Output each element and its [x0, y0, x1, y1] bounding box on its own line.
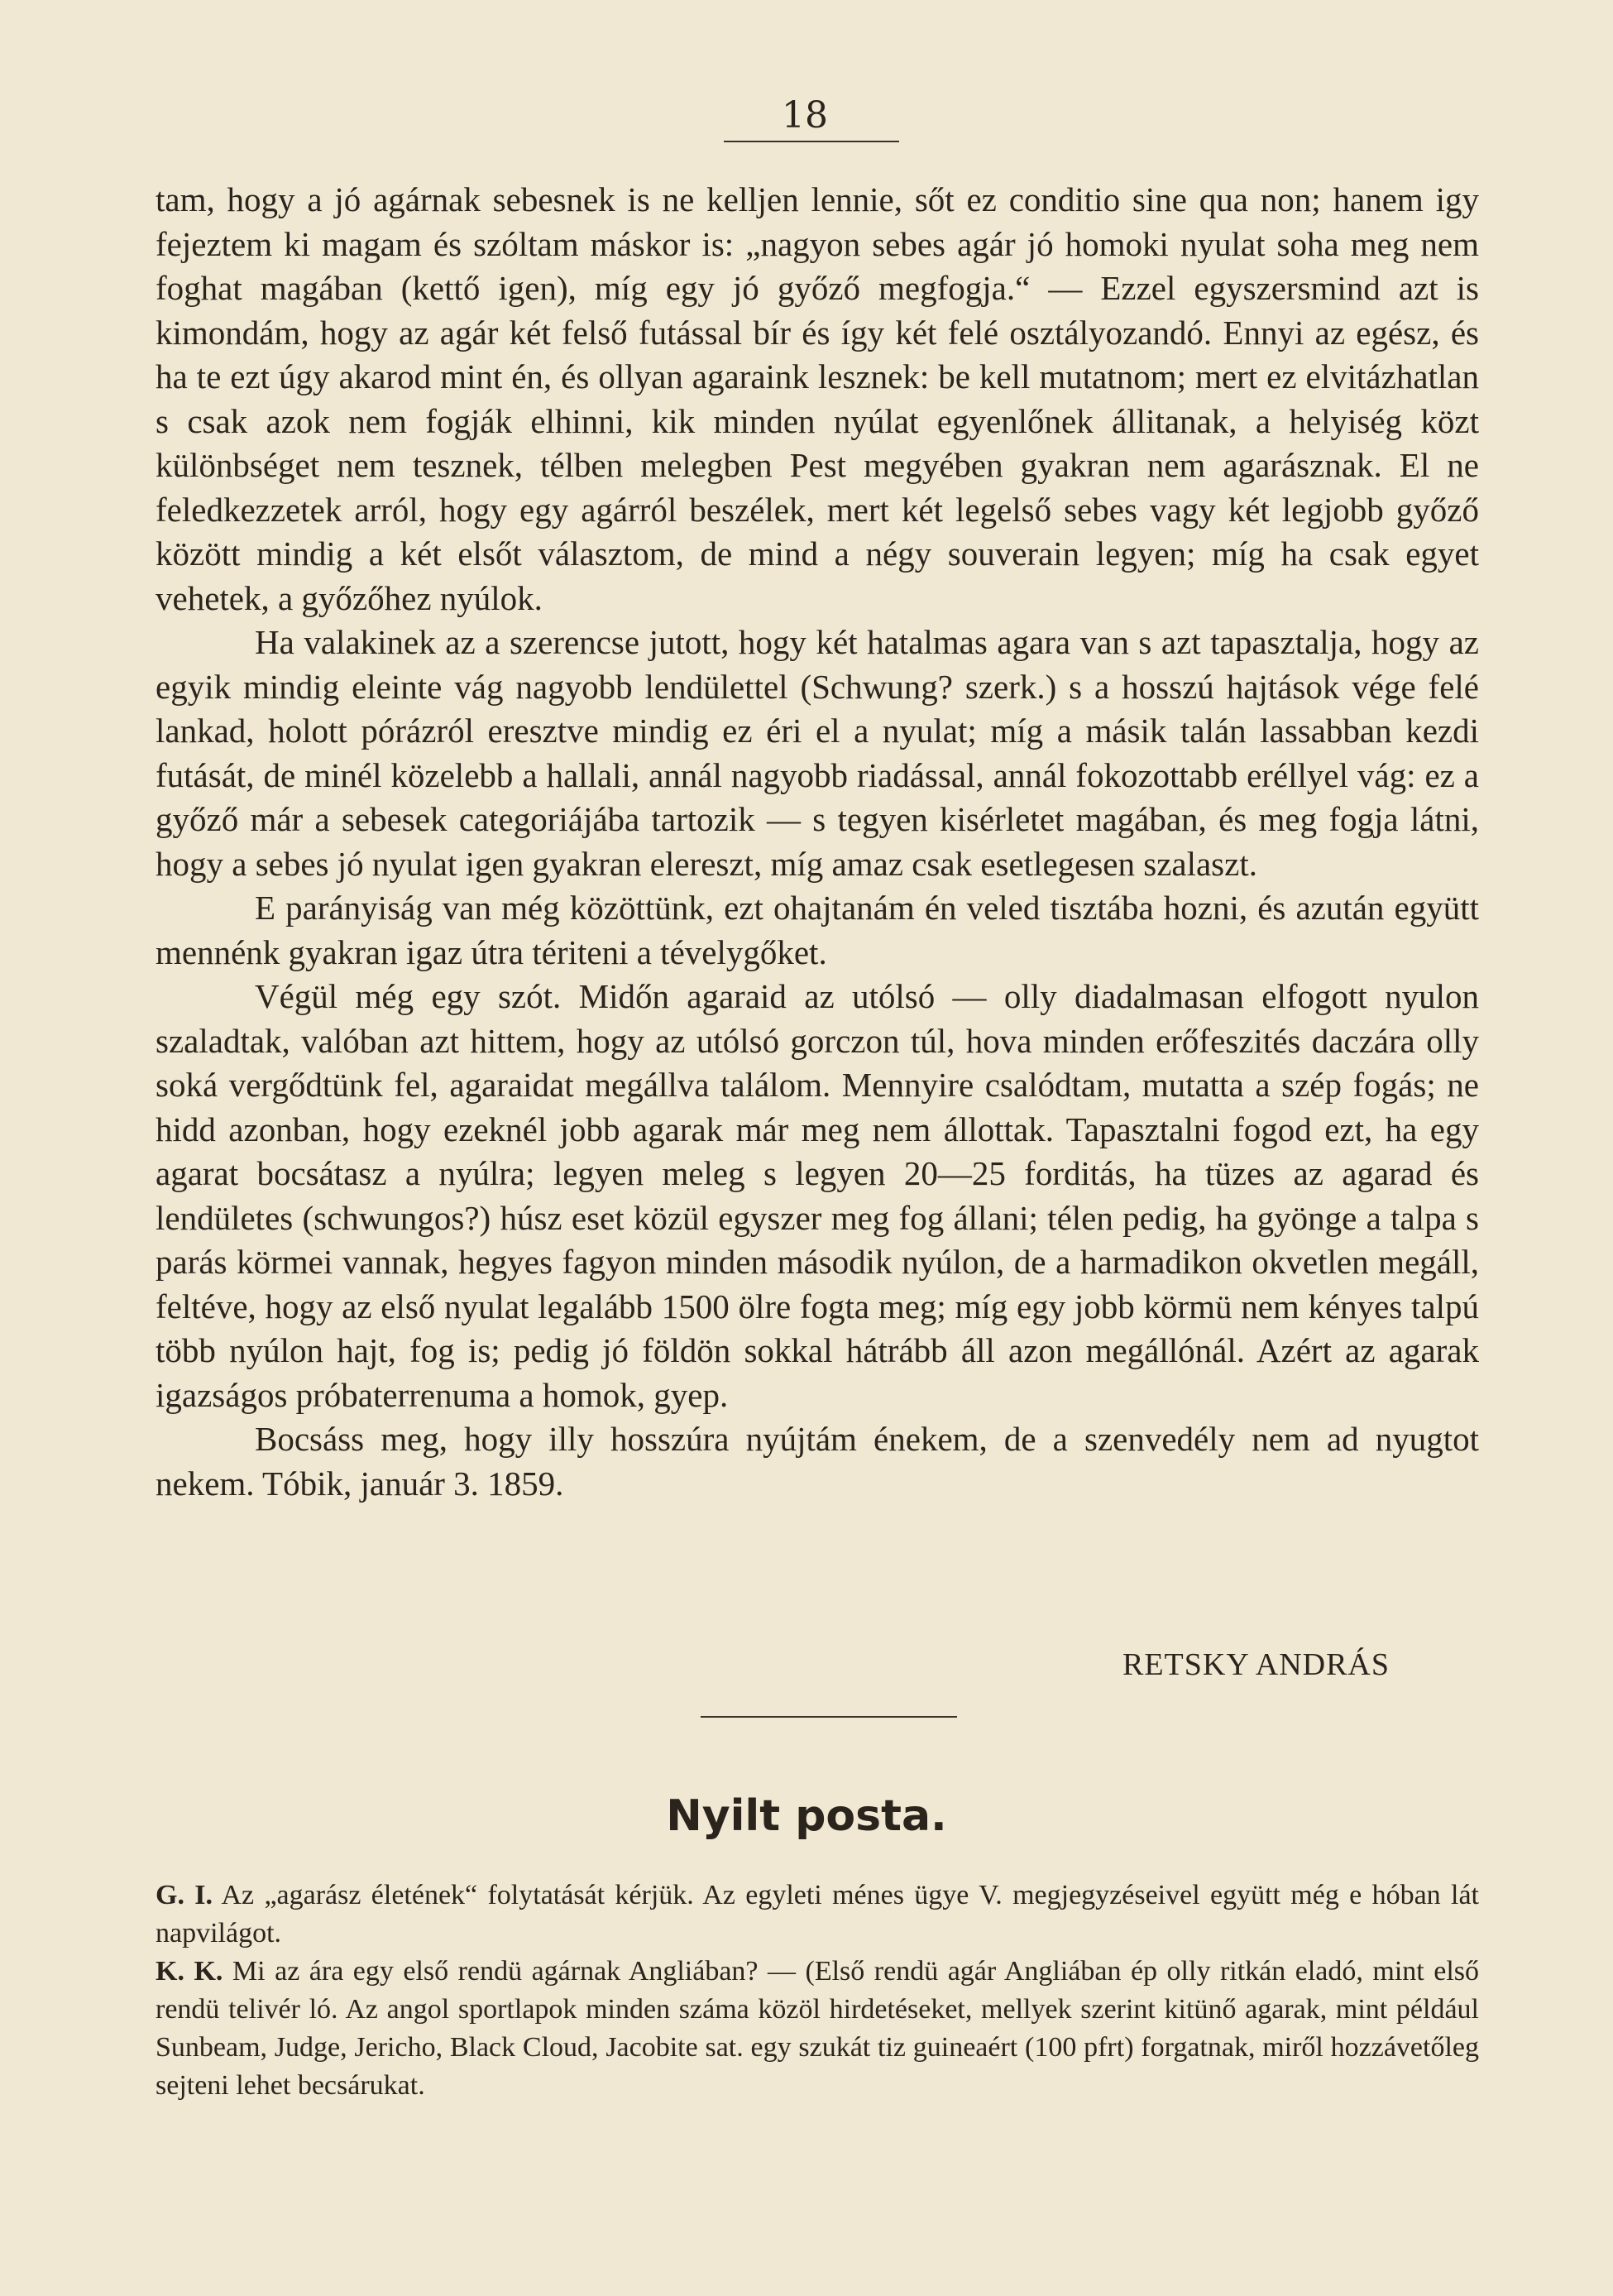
- header-rule: [724, 141, 899, 142]
- note-text: Az „agarász életének“ folytatását kérjük. Az egyleti ménes ügye V. megjegyzéseivel együtt még e hóban lát napvilágot.: [156, 1880, 1480, 1948]
- notes-section: [156, 1877, 1479, 2105]
- page-number: 18: [782, 94, 828, 137]
- section-separator: [701, 1716, 957, 1718]
- paragraph: Végül még egy szót. Midőn agaraid az utólsó — olly diadalmasan elfogott nyulon szaladtak, valóban azt hittem, hogy az utólsó gorczon túl, hova minden erőfeszités daczára olly soká vergődtünk fel, agaraidat megállva találom. Mennyire csalódtam, mutatta a szép fogás; ne hidd azonban, hogy ezeknél jobb agarak már meg nem állottak. Tapasztalni fogod ezt, ha egy agarat bocsátasz a nyúlra; legyen meleg s legyen 20—25 forditás, ha tüzes az agarad és lendületes (schwungos?) húsz eset közül egyszer meg fog állani; télen pedig, ha gyönge a talpa s parás körmei vannak, hegyes fagyon minden második nyúlon, de a harmadikon okvetlen megáll, feltéve, hogy az első nyulat legalább 1500 ölre fogta meg; míg egy jobb körmü nem kényes talpú több nyúlon hajt, fog is; pedig jó földön sokkal hátrább áll azon megállónál. Azért az agarak igazságos próbaterrenuma a homok, gyep.: [156, 977, 1479, 1414]
- note-text: Mi az ára egy első rendü agárnak Angliában? — (Első rendü agár Angliában ép olly ritkán eladó, mint első rendü telivér ló. Az angol sportlapok minden száma közöl hirdetéseket, mellyek szerint kitünő agarak, mint például Sunbeam, Judge, Jericho, Black Cloud, Jacobite sat. egy szukát tiz guineaért (100 pfrt) forgatnak, miről hozzávetőleg sejteni lehet becsárukat.: [156, 1956, 1479, 2101]
- note-initials: K. K.: [156, 1956, 223, 1987]
- paragraph: Bocsáss meg, hogy illy hosszúra nyújtám énekem, de a szenvedély nem ad nyugtot nekem. Tóbik, január 3. 1859.: [156, 1420, 1479, 1503]
- paragraph: tam, hogy a jó agárnak sebesnek is ne kelljen lennie, sőt ez conditio sine qua non; hanem igy fejeztem ki magam és szóltam máskor is: „nagyon sebes agár jó homoki nyulat soha meg nem foghat magában (kettő igen), míg egy jó győző megfogja.“ — Ezzel egyszersmind azt is kimondám, hogy az agár két felső futással bír és így két felé osztályozandó. Ennyi az egész, és ha te ezt úgy akarod mint én, és ollyan agaraink lesznek: be kell mutatnom; mert ez elvitázhatlan s csak azok nem fogják elhinni, kik minden nyúlat egyenlőnek állitanak, a helyiség közt különbséget nem tesznek, télben melegben Pest megyében gyakran nem agarásznak. El ne feledkezzetek arról, hogy egy agárról beszélek, mert két legelső sebes vagy két legjobb győző között mindig a két elsőt választom, de mind a négy souverain legyen; míg ha csak egyet vehetek, a győzőhez nyúlok.: [156, 180, 1479, 617]
- note-initials: G. I.: [156, 1880, 213, 1910]
- paragraph: E parányiság van még közöttünk, ezt ohajtanám én veled tisztába hozni, és azután együtt mennénk gyakran igaz útra tériteni a tévelygőket.: [156, 889, 1479, 971]
- author-signature: RETSKY ANDRÁS: [1122, 1647, 1390, 1682]
- paragraph: Ha valakinek az a szerencse jutott, hogy két hatalmas agara van s azt tapasztalja, hogy az egyik mindig eleinte vág nagyobb lendülettel (Schwung? szerk.) s a hosszú hajtások vége felé lankad, holott pórázról eresztve mindig ez éri el a nyulat; míg a másik talán lassabban kezdi futását, de minél közelebb a hallali, annál nagyobb riadással, annál fokozottabb eréllyel vág: ez a győző már a sebesek categoriájába tartozik — s tegyen kisérletet magában, és meg fogja látni, hogy a sebes jó nyulat igen gyakran elereszt, míg amaz csak esetlegesen szalaszt.: [156, 623, 1479, 883]
- note-item: [156, 1877, 1479, 1953]
- article-body: [156, 178, 1479, 1506]
- note-item: [156, 1953, 1479, 2105]
- section-title: Nyilt posta.: [666, 1791, 947, 1841]
